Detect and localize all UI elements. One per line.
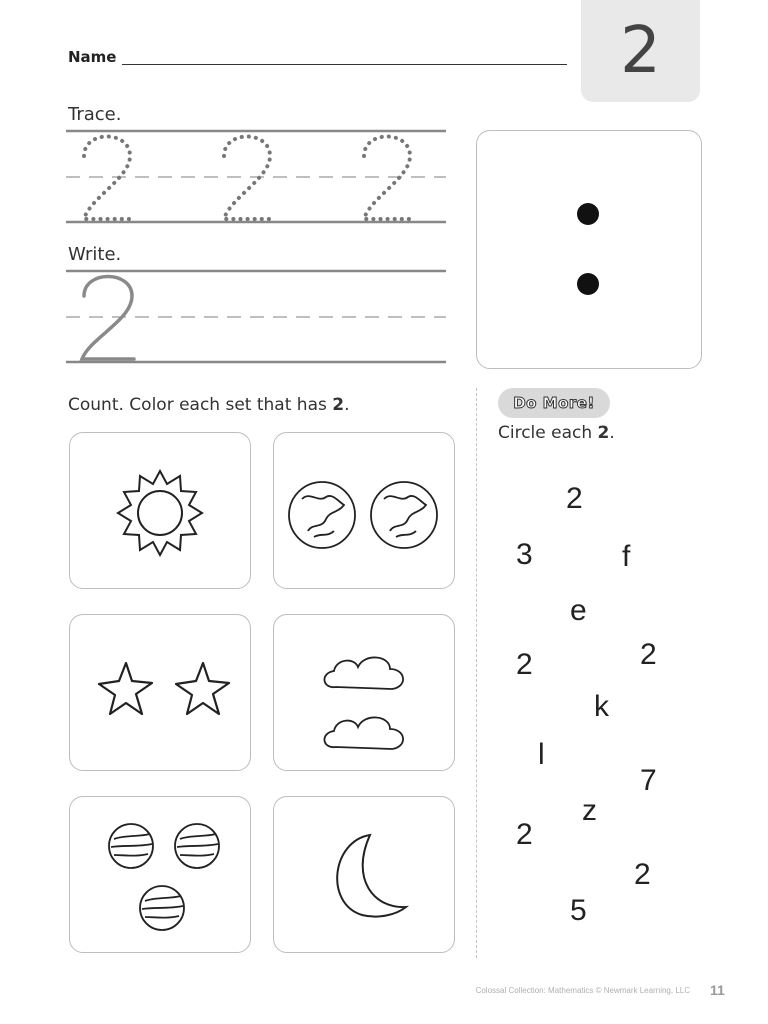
count-instruction-number: 2 — [332, 395, 345, 415]
count-card-earth[interactable] — [273, 432, 455, 589]
circle-character[interactable]: 2 — [634, 858, 651, 891]
count-instruction-text: Count. Color each set that has — [68, 395, 333, 415]
circle-character[interactable]: 2 — [566, 482, 583, 515]
name-line[interactable] — [122, 64, 567, 65]
do-more-text: Do More! — [513, 394, 595, 412]
circle-character[interactable]: f — [622, 540, 631, 573]
trace-digit-1 — [84, 137, 130, 220]
dot-card — [476, 130, 702, 369]
earth-icon — [274, 433, 454, 588]
sun-icon — [70, 433, 250, 588]
dot-card-dots — [477, 131, 701, 368]
number-tab: 2 — [581, 0, 700, 102]
trace-digit-2 — [224, 137, 270, 220]
count-card-clouds[interactable] — [273, 614, 455, 771]
page-number: 11 — [710, 982, 725, 998]
dot — [577, 203, 599, 225]
circle-character[interactable]: k — [594, 690, 609, 723]
trace-label: Trace. — [68, 104, 122, 125]
footer-credit: Colossal Collection: Mathematics © Newmark Learning, LLC — [475, 986, 690, 995]
circle-instruction-period: . — [609, 423, 615, 443]
count-instruction-period: . — [344, 395, 350, 415]
count-card-sun[interactable] — [69, 432, 251, 589]
write-sample-digit — [82, 277, 134, 360]
circle-instruction-number: 2 — [597, 423, 610, 443]
trace-area[interactable] — [66, 126, 448, 228]
count-card-moon[interactable] — [273, 796, 455, 953]
circle-character[interactable]: 2 — [516, 648, 533, 681]
star-icon — [70, 615, 250, 770]
moon-icon — [274, 797, 454, 952]
count-card-stars[interactable] — [69, 614, 251, 771]
write-area[interactable] — [66, 266, 448, 368]
circle-character[interactable]: 5 — [570, 894, 587, 927]
circle-instruction-text: Circle each — [498, 423, 598, 443]
circle-character[interactable]: 7 — [640, 764, 657, 797]
circle-character[interactable]: z — [582, 794, 597, 827]
circle-character[interactable]: 3 — [516, 538, 533, 571]
planet-icon — [70, 797, 250, 952]
circle-character[interactable]: 2 — [516, 818, 533, 851]
circle-character[interactable]: e — [570, 594, 587, 627]
circle-character[interactable]: l — [538, 738, 545, 771]
count-card-planets[interactable] — [69, 796, 251, 953]
do-more-badge — [498, 388, 610, 418]
section-divider — [476, 388, 477, 958]
name-label: Name — [68, 48, 117, 66]
cloud-icon — [274, 615, 454, 770]
write-label: Write. — [68, 244, 122, 265]
circle-character[interactable]: 2 — [640, 638, 657, 671]
circle-instruction — [498, 423, 615, 443]
trace-digit-3 — [364, 137, 410, 220]
count-instruction — [68, 395, 350, 415]
dot — [577, 273, 599, 295]
